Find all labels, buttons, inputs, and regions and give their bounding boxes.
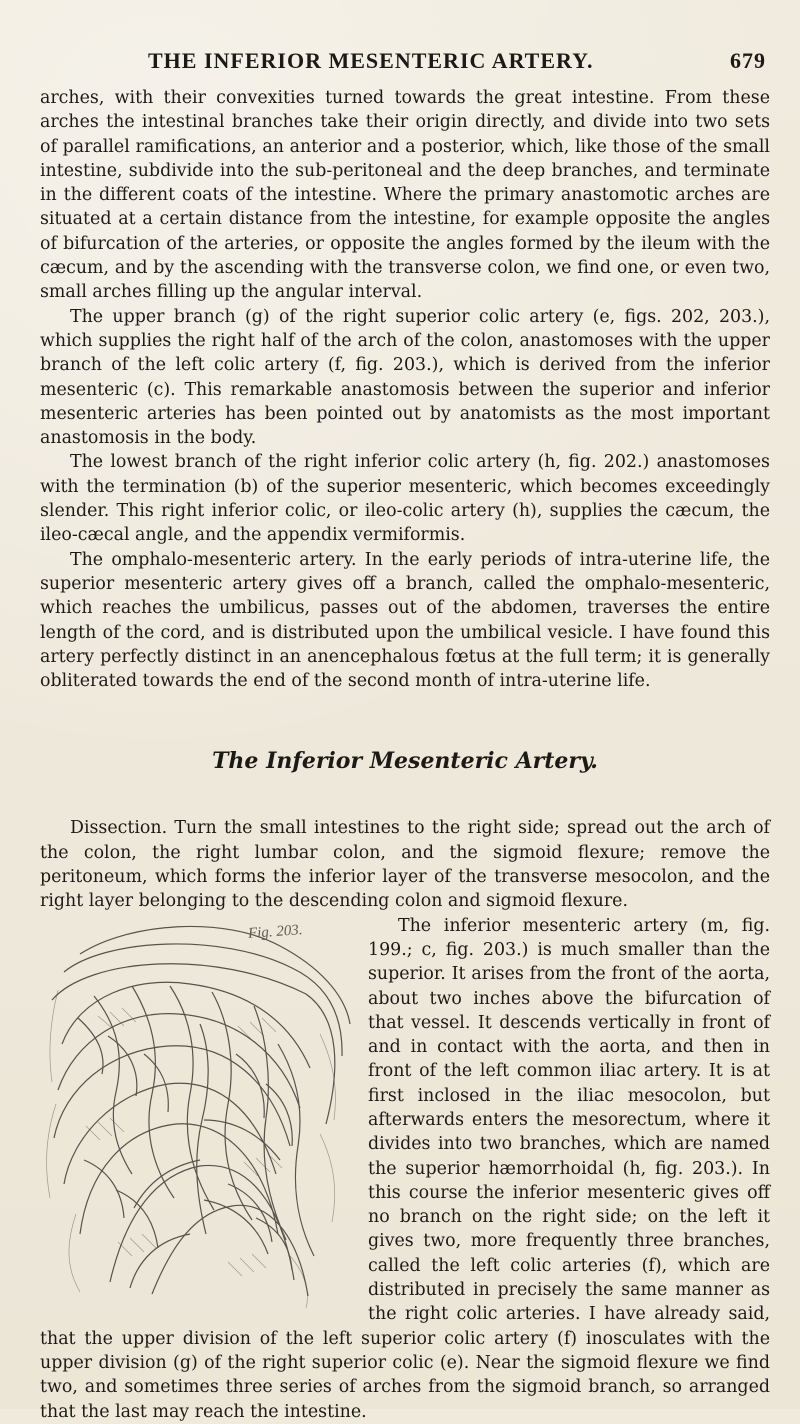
paragraph-arches: arches, with their convexities turned towards the great intestine. From these arches the intestinal branches take their origin directly, and divide into two sets of parallel ramifications, an anterior and a posterior, which, like those of the small intestine, subdivide into the sub-peritoneal and the deep branches, and terminate in the different coats of the intestine. Where the primary anastomotic arches are situated at a certain distance from the intestine, for example opposite the angles of bifurcation of the arteries, or opposite the angles formed by the ileum with the cæcum, and by the ascending with the transverse colon, we find one, or even two, small arches filling up the angular interval.: [40, 88, 770, 303]
page-number: 679: [730, 48, 766, 73]
section-title: The Inferior Mesenteric Artery.: [212, 748, 598, 775]
figure-caption: Fig. 203.: [247, 921, 304, 942]
body-text: [40, 86, 770, 1424]
paragraph-omphalo-mesenteric: The omphalo-mesenteric artery. In the early periods of intra-uterine life, the superior mesenteric artery gives off a branch, called the omphalo-mesenteric, which reaches the umbilicus, passes out of the abdomen, traverses the entire length of the cord, and is distributed upon the umbilical vesicle. I have found this artery perfectly distinct in an anencephalous fœtus at the full term; it is generally obliterated towards the end of the second month of intra-uterine life.: [40, 549, 770, 692]
paragraph-upper-branch: The upper branch (g) of the right superior colic artery (e, figs. 202, 203.), which supplies the right half of the arch of the colon, anastomoses with the upper branch of the left colic artery (f, fig. 203.), which is derived from the inferior mesenteric (c). This remarkable anastomosis between the superior and inferior mesenteric arteries has been pointed out by anatomists as the most important anastomosis in the body.: [40, 306, 770, 449]
running-head: [40, 48, 770, 80]
anatomical-figure: [40, 914, 358, 1312]
anatomical-illustration: [40, 914, 358, 1312]
inferior-mesenteric-paragraph: The inferior mesenteric artery (m, fig. 199.; c, fig. 203.) is much smaller than the superior. It arises from the front of the aorta, about two inches above the bifurcation of that vessel. It descends vertically in front of and in contact with the aorta, and then in front of the left common iliac artery. It is at first inclosed in the iliac mesocolon, but afterwards enters the mesorectum, where it divides into two branches, which are named the superior hæmorrhoidal (h, fig. 203.). In this course the inferior mesenteric gives off no branch on the right side; on the left it gives two, more frequently three branches, called the left colic arteries (f), which are distributed in precisely the same manner as the right colic arteries. I have already said, that the upper division of the left superior colic artery (f) inosculates with the upper division (g) of the right superior colic (e). Near the sigmoid flexure we find two, and sometimes three series of arches from the sigmoid branch, so arranged that the last may reach the intestine.: [40, 915, 770, 1422]
dissection-paragraph: Dissection. Turn the small intestines to the right side; spread out the arch of the colon, the right lumbar colon, and the sigmoid flexure; remove the peritoneum, which forms the inferior layer of the transverse mesocolon, and the right layer belonging to the descending colon and sigmoid flexure.: [40, 818, 770, 912]
figure-text-block: [40, 914, 770, 1424]
running-title: THE INFERIOR MESENTERIC ARTERY.: [148, 48, 594, 73]
paragraph-lowest-branch: The lowest branch of the right inferior colic artery (h, fig. 202.) anastomoses with the termination (b) of the superior mesenteric, which becomes exceedingly slender. This right inferior colic, or ileo-colic artery (h), supplies the cæcum, the ileo-cæcal angle, and the appendix vermiformis.: [40, 452, 770, 546]
